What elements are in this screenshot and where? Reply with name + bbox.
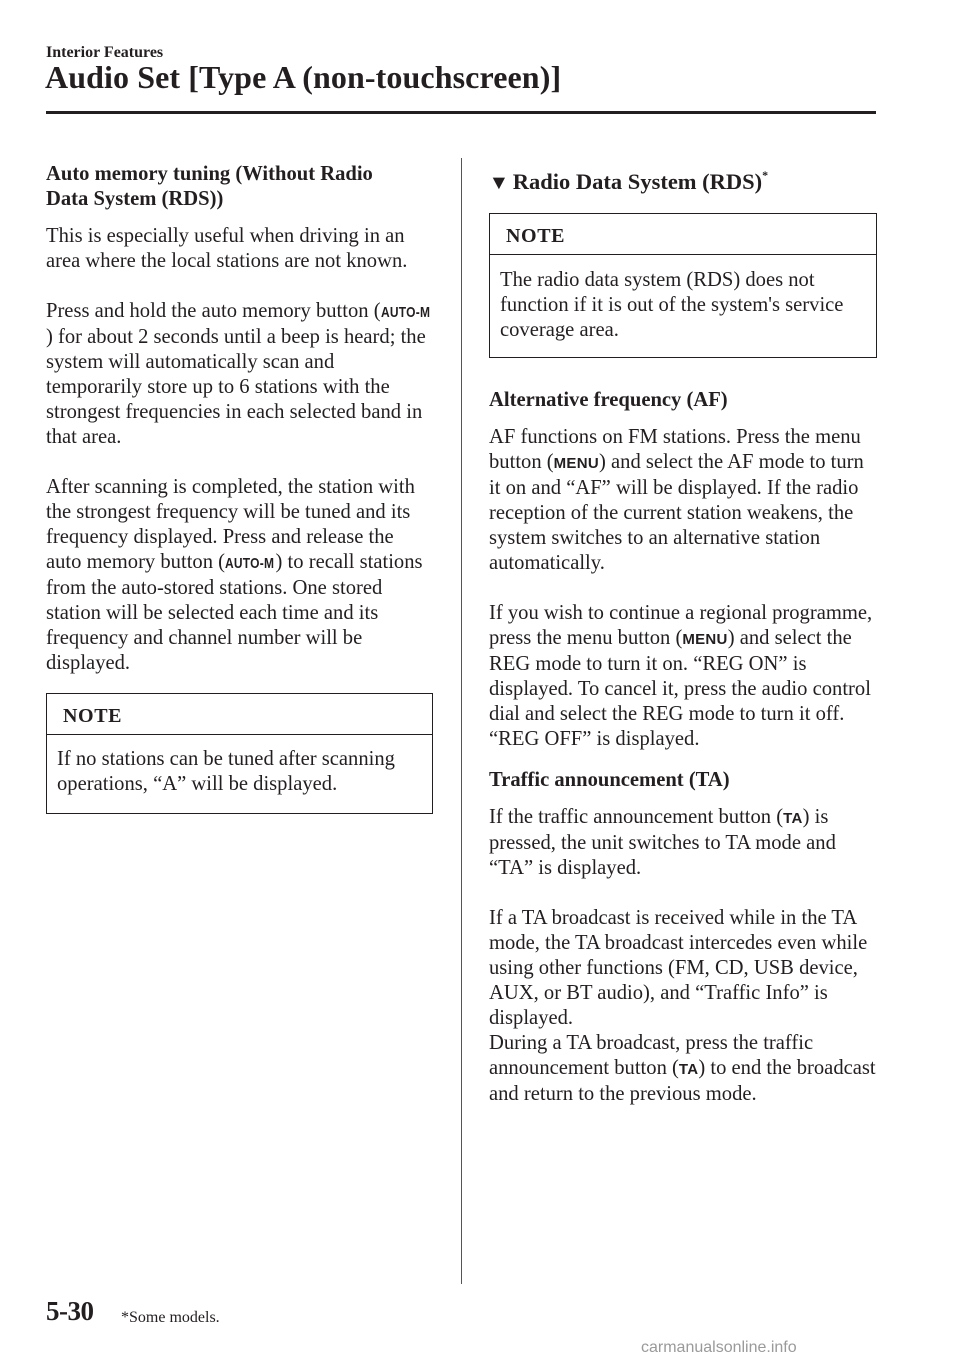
- af-paragraph: AF functions on FM stations. Press the menu button (MENU) and select the AF mode to turn it on and “AF” will be displayed. If the radio reception of the current station weakens, the system switches to an alternative station automatically.: [489, 426, 864, 574]
- page-title: Audio Set [Type A (non-touchscreen)]: [45, 59, 562, 95]
- ta-paragraph: If the traffic announcement button (TA) is pressed, the unit switches to TA mode and “TA” is displayed.: [489, 806, 836, 879]
- reg-paragraph: If you wish to continue a regional programme, press the menu button (MENU) and select the REG mode to turn it on. “REG ON” is displayed. To cancel it, press the audio control dial and select the REG mode to turn it off. “REG OFF” is displayed.: [489, 602, 873, 750]
- triangle-marker-icon: ▼: [488, 172, 510, 194]
- ta-end-paragraph: During a TA broadcast, press the traffic announcement button (TA) to end the broadcast and return to the previous mode.: [489, 1032, 876, 1105]
- header-rule: [46, 111, 876, 114]
- menu-button-icon: MENU: [682, 631, 728, 648]
- section-label: Interior Features: [46, 44, 164, 61]
- auto-memory-heading: Auto memory tuning (Without Radio Data System (RDS)): [46, 163, 373, 210]
- note-box: [489, 213, 877, 358]
- ta-heading: Traffic announcement (TA): [489, 769, 730, 791]
- auto-memory-intro: This is especially useful when driving in an area where the local stations are not known.: [46, 225, 408, 272]
- auto-memory-recall: After scanning is completed, the station with the strongest frequency will be tuned and its frequency displayed. Press and release the auto memory button (AUTO-M) to recall stations from the auto-stored stations. One stored station will be selected each time and its frequency and channel number will be displayed.: [46, 476, 423, 674]
- auto-memory-press-hold: Press and hold the auto memory button (AUTO-M) for about 2 seconds until a beep is heard; the system will automatically scan and temporarily store up to 6 stations with the strongest frequencies in each selected band in that area.: [46, 300, 430, 448]
- af-heading: Alternative frequency (AF): [489, 389, 728, 411]
- footnote-asterisk: *: [762, 168, 769, 182]
- watermark: carmanualsonline.info: [641, 1339, 797, 1356]
- right-column: [489, 160, 877, 1107]
- ta-button-icon: TA: [678, 1061, 699, 1078]
- left-column: [46, 162, 434, 814]
- note-text: If no stations can be tuned after scanning operations, “A” will be displayed.: [57, 748, 395, 795]
- note-box: [46, 693, 433, 814]
- ta-button-icon: TA: [783, 810, 803, 827]
- note-title: NOTE: [490, 214, 876, 255]
- auto-m-button-icon: AUTO-M: [225, 555, 275, 572]
- menu-button-icon: MENU: [553, 455, 600, 472]
- column-divider: [461, 158, 462, 1284]
- rds-heading: ▼ Radio Data System (RDS)*: [489, 160, 877, 198]
- ta-broadcast-paragraph: If a TA broadcast is received while in the TA mode, the TA broadcast intercedes even while using other functions (FM, CD, USB device, AUX, or BT audio), and “Traffic Info” is displayed.: [489, 907, 868, 1029]
- page-number: 5-30: [46, 1296, 94, 1326]
- note-title: NOTE: [47, 694, 432, 735]
- auto-m-button-icon: AUTO-M: [380, 304, 430, 321]
- footnote: *Some models.: [121, 1309, 220, 1326]
- note-text: The radio data system (RDS) does not function if it is out of the system's service coverage area.: [500, 269, 844, 341]
